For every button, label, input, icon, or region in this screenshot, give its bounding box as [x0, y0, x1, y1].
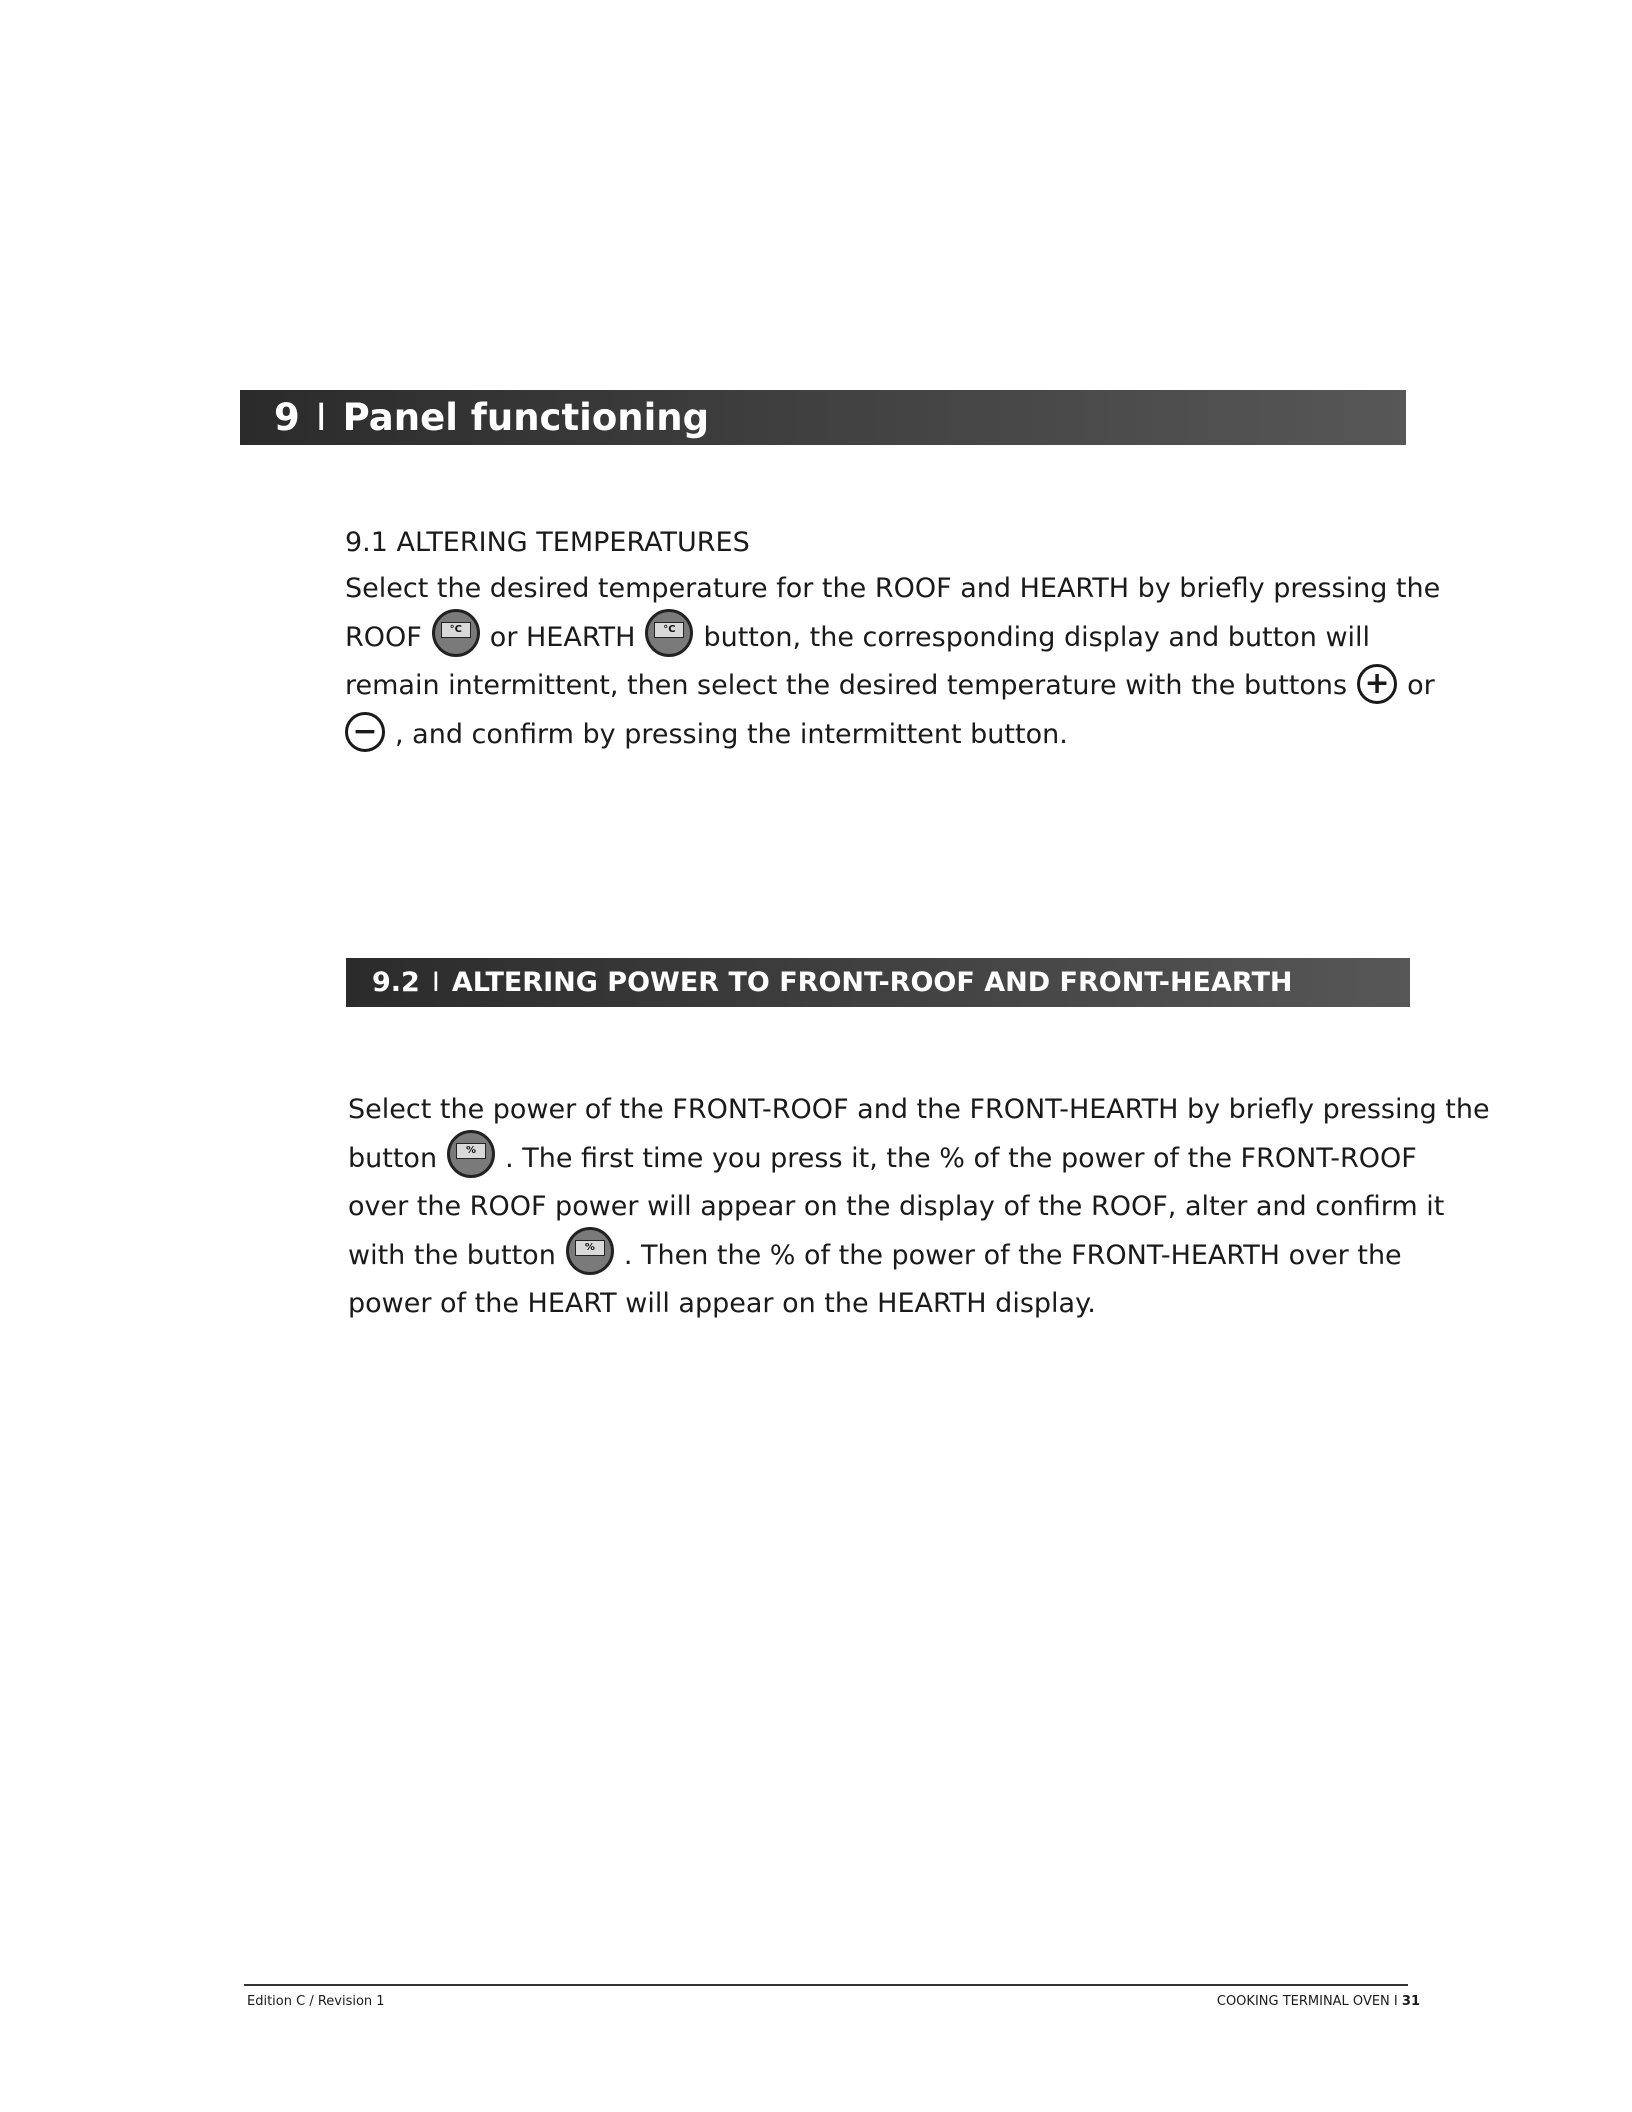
paragraph-line: power of the HEART will appear on the HEARTH display.: [348, 1288, 1096, 1319]
subsection-2-title-bar: [346, 958, 1410, 1007]
footer-page-info: [1217, 1994, 1420, 2009]
footer-edition: Edition C / Revision 1: [247, 1994, 385, 2009]
paragraph-text: remain intermittent, then select the desired temperature with the buttons: [345, 670, 1348, 701]
percent-power-button-icon: [566, 1227, 614, 1275]
button-display: %: [456, 1143, 486, 1159]
button-display: °C: [654, 622, 684, 638]
button-display: °C: [441, 622, 471, 638]
footer-separator: I: [1393, 1994, 1398, 2009]
plus-button-icon: +: [1357, 664, 1397, 704]
hearth-temperature-button-icon: [645, 609, 693, 657]
button-display: %: [575, 1240, 605, 1256]
paragraph-text: with the button: [348, 1239, 556, 1271]
paragraph-text: . The first time you press it, the % of the power of the FRONT-ROOF: [505, 1142, 1417, 1174]
section-separator: I: [315, 396, 327, 439]
subsection-number: 9.2: [372, 967, 420, 998]
paragraph-line: [348, 1232, 1490, 1281]
footer-divider: [244, 1984, 1408, 1986]
footer-document-title: COOKING TERMINAL OVEN: [1216, 1994, 1390, 2009]
paragraph-text: button: [348, 1142, 438, 1174]
hearth-label: or HEARTH: [489, 621, 636, 653]
paragraph-text: or: [1407, 670, 1435, 701]
paragraph-line: [348, 1135, 1490, 1184]
subsection-1-paragraph: [345, 565, 1440, 759]
paragraph-line: [345, 711, 1440, 760]
paragraph-line: over the ROOF power will appear on the display of the ROOF, alter and confirm it: [348, 1191, 1445, 1222]
subsection-separator: I: [431, 967, 440, 998]
percent-power-button-icon: [447, 1130, 495, 1178]
roof-temperature-button-icon: [432, 609, 480, 657]
page-number: 31: [1401, 1994, 1420, 2009]
paragraph-line: Select the desired temperature for the ROOF and HEARTH by briefly pressing the: [345, 573, 1441, 604]
section-title-bar: [240, 390, 1406, 445]
paragraph-line: [345, 662, 1440, 711]
paragraph-line: Select the power of the FRONT-ROOF and the FRONT-HEARTH by briefly pressing the: [348, 1094, 1490, 1125]
paragraph-text: . Then the % of the power of the FRONT-HEARTH over the: [623, 1239, 1402, 1271]
subsection-2-paragraph: [348, 1086, 1490, 1329]
section-number: 9: [274, 396, 300, 439]
paragraph-text: button, the corresponding display and button will: [703, 621, 1371, 653]
subsection-1-heading: 9.1 ALTERING TEMPERATURES: [345, 527, 750, 558]
roof-label: ROOF: [345, 621, 422, 653]
section-title: Panel functioning: [342, 396, 710, 439]
minus-button-icon: −: [345, 712, 385, 752]
paragraph-line: [345, 614, 1440, 663]
paragraph-text: , and confirm by pressing the intermittent button.: [395, 718, 1068, 750]
subsection-title: ALTERING POWER TO FRONT-ROOF AND FRONT-HEARTH: [451, 967, 1293, 998]
